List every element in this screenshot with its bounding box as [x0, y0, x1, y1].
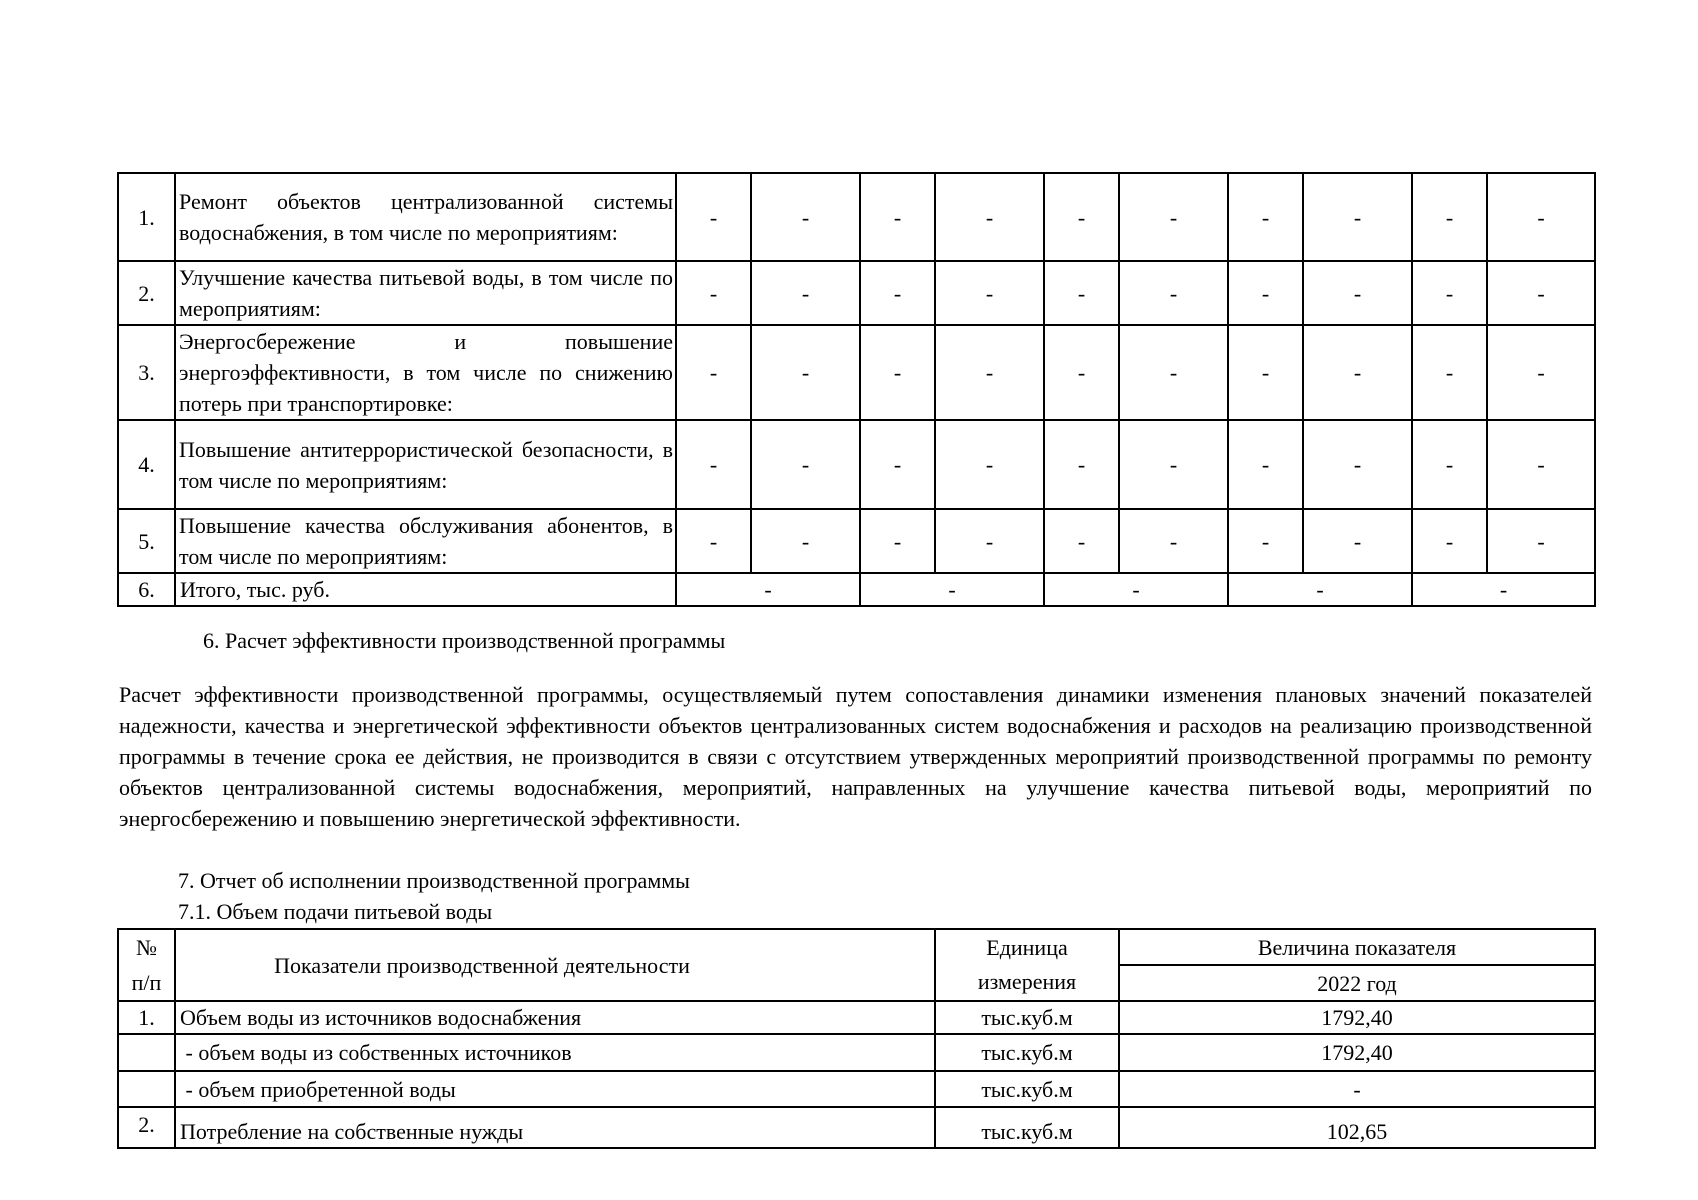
subsection-heading: 7.1. Объем подачи питьевой воды: [178, 899, 493, 924]
row-name: Ремонт объектов централизованной системы водоснабжения, в том числе по мероприятиям:: [175, 173, 676, 261]
cell-value: -: [676, 325, 751, 420]
section-paragraph: Расчет эффективности производственной программы, осуществляемый путем сопоставления динамики изменения плановых значений показателей надежности, качества и энергетической эффективности объектов централизованных систем водоснабжения и расходов на реализацию производственной программы в течение срока ее действия, не производится в связи с отсутствием утвержденных мероприятий производственной программы по ремонту объектов централизованной системы водоснабжения, мероприятий, направленных на улучшение качества питьевой воды, мероприятий по энергосбережению и повышению энергетической эффективности.: [119, 682, 1592, 831]
cell-value: -: [676, 420, 751, 509]
section-heading: 6. Расчет эффективности производственной программы: [203, 628, 726, 653]
cell-value: -: [1487, 325, 1595, 420]
row-name: Повышение антитеррористической безопасности, в том числе по мероприятиям:: [175, 420, 676, 509]
cell-value: -: [1487, 509, 1595, 573]
cell-value: -: [1119, 261, 1228, 325]
cell-value: -: [1303, 509, 1412, 573]
header-value: Величина показателя: [1119, 929, 1595, 965]
cell-value: -: [751, 325, 860, 420]
measures-table: [117, 172, 1596, 607]
cell-value: -: [751, 261, 860, 325]
cell-value: -: [676, 509, 751, 573]
cell-value: -: [860, 420, 935, 509]
cell-value: -: [1119, 509, 1228, 573]
row-indicator: Объем воды из источников водоснабжения: [175, 1001, 935, 1034]
cell-value: -: [676, 573, 860, 606]
cell-value: -: [1412, 420, 1487, 509]
cell-value: -: [1228, 325, 1303, 420]
cell-value: -: [1044, 325, 1119, 420]
table-header-row: [118, 929, 1595, 965]
cell-value: -: [1119, 173, 1228, 261]
table-row: [118, 420, 1595, 509]
cell-value: -: [751, 173, 860, 261]
row-value: -: [1119, 1071, 1595, 1107]
row-name: Энергосбережение и повышение энергоэффективности, в том числе по снижению потерь при транспортировке:: [175, 325, 676, 420]
cell-value: -: [935, 509, 1044, 573]
cell-value: -: [751, 420, 860, 509]
row-number: 1.: [118, 173, 175, 261]
cell-value: -: [935, 420, 1044, 509]
cell-value: -: [676, 261, 751, 325]
cell-value: -: [1044, 261, 1119, 325]
table-row-total: [118, 573, 1595, 606]
table-row: [118, 1034, 1595, 1071]
cell-value: -: [1487, 420, 1595, 509]
table-row: [118, 1001, 1595, 1034]
cell-value: -: [1228, 261, 1303, 325]
row-number: [118, 1071, 175, 1107]
cell-value: -: [1044, 573, 1228, 606]
cell-value: -: [1228, 509, 1303, 573]
cell-value: -: [1412, 173, 1487, 261]
cell-value: -: [860, 573, 1044, 606]
cell-value: -: [1119, 420, 1228, 509]
cell-value: -: [1228, 420, 1303, 509]
cell-value: -: [860, 509, 935, 573]
header-unit: Единица измерения: [935, 929, 1119, 1001]
row-indicator: - объем воды из собственных источников: [175, 1034, 935, 1071]
row-unit: тыс.куб.м: [935, 1071, 1119, 1107]
cell-value: -: [860, 325, 935, 420]
row-name: Итого, тыс. руб.: [175, 573, 676, 606]
cell-value: -: [1412, 325, 1487, 420]
cell-value: -: [1412, 509, 1487, 573]
cell-value: -: [1412, 573, 1595, 606]
row-number: 4.: [118, 420, 175, 509]
cell-value: -: [860, 261, 935, 325]
cell-value: -: [1303, 325, 1412, 420]
header-year: 2022 год: [1119, 965, 1595, 1001]
row-number: 2.: [118, 1107, 175, 1148]
table-row: [118, 1071, 1595, 1107]
cell-value: -: [935, 261, 1044, 325]
row-number: 2.: [118, 261, 175, 325]
cell-value: -: [1303, 420, 1412, 509]
row-value: 1792,40: [1119, 1001, 1595, 1034]
cell-value: -: [935, 325, 1044, 420]
row-indicator: Потребление на собственные нужды: [175, 1107, 935, 1148]
table-row: [118, 509, 1595, 573]
table-row: [118, 1107, 1595, 1148]
row-value: 102,65: [1119, 1107, 1595, 1148]
cell-value: -: [860, 173, 935, 261]
header-num: № п/п: [118, 929, 175, 1001]
cell-value: -: [1412, 261, 1487, 325]
row-number: 3.: [118, 325, 175, 420]
row-number: 5.: [118, 509, 175, 573]
row-unit: тыс.куб.м: [935, 1001, 1119, 1034]
table-row: [118, 173, 1595, 261]
cell-value: -: [1119, 325, 1228, 420]
row-name: Повышение качества обслуживания абонентов, в том числе по мероприятиям:: [175, 509, 676, 573]
cell-value: -: [1487, 173, 1595, 261]
table-row: [118, 325, 1595, 420]
cell-value: -: [1303, 261, 1412, 325]
cell-value: -: [935, 173, 1044, 261]
cell-value: -: [1044, 173, 1119, 261]
cell-value: -: [1228, 173, 1303, 261]
header-indicator: Показатели производственной деятельности: [175, 929, 935, 1001]
row-name: Улучшение качества питьевой воды, в том числе по мероприятиям:: [175, 261, 676, 325]
table-row: [118, 261, 1595, 325]
row-number: 1.: [118, 1001, 175, 1034]
cell-value: -: [751, 509, 860, 573]
row-value: 1792,40: [1119, 1034, 1595, 1071]
row-unit: тыс.куб.м: [935, 1107, 1119, 1148]
cell-value: -: [1044, 509, 1119, 573]
cell-value: -: [1487, 261, 1595, 325]
cell-value: -: [1228, 573, 1412, 606]
cell-value: -: [1044, 420, 1119, 509]
section-heading: 7. Отчет об исполнении производственной программы: [178, 868, 690, 893]
row-unit: тыс.куб.м: [935, 1034, 1119, 1071]
cell-value: -: [676, 173, 751, 261]
cell-value: -: [1303, 173, 1412, 261]
row-indicator: - объем приобретенной воды: [175, 1071, 935, 1107]
row-number: [118, 1034, 175, 1071]
water-supply-table: [117, 928, 1596, 1149]
row-number: 6.: [118, 573, 175, 606]
